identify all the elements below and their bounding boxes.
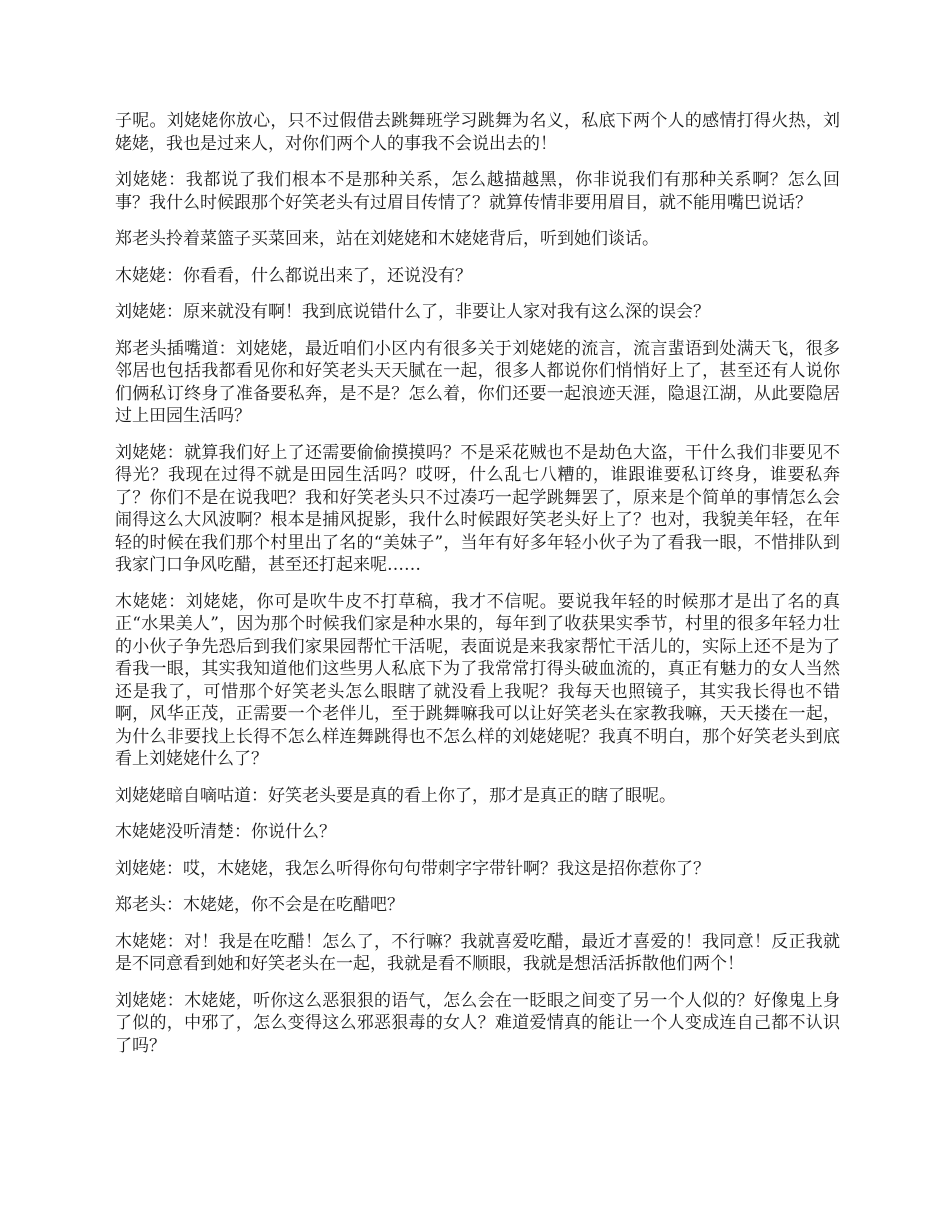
paragraph: 郑老头插嘴道：刘姥姥，最近咱们小区内有很多关于刘姥姥的流言，流言蜚语到处满天飞，很多邻居也包括我都看见你和好笑老头天天腻在一起，很多人都说你们悄悄好上了，甚至还有人说你们俩私订终身了准备要私奔，是不是？怎么着，你们还要一起浪迹天涯，隐退江湖，从此要隐居过上田园生活吗？ — [115, 338, 840, 426]
paragraph: 刘姥姥：木姥姥，听你这么恶狠狠的语气，怎么会在一眨眼之间变了另一个人似的？好像鬼上身了似的，中邪了，怎么变得这么邪恶狠毒的女人？难道爱情真的能让一个人变成连自己都不认识了吗？ — [115, 990, 840, 1056]
paragraph: 刘姥姥：我都说了我们根本不是那种关系，怎么越描越黑，你非说我们有那种关系啊？怎么回事？我什么时候跟那个好笑老头有过眉目传情了？就算传情非要用眉目，就不能用嘴巴说话？ — [115, 170, 840, 213]
paragraph: 刘姥姥暗自嘀咕道：好笑老头要是真的看上你了，那才是真正的瞎了眼呢。 — [115, 785, 676, 806]
paragraph: 郑老头：木姥姥，你不会是在吃醋吧？ — [115, 895, 404, 915]
paragraph: 木姥姥：你看看，什么都说出来了，还说没有？ — [115, 265, 472, 286]
paragraph: 刘姥姥：原来就没有啊！我到底说错什么了，非要让人家对我有这么深的误会？ — [115, 302, 710, 322]
paragraph: 木姥姥没听清楚：你说什么？ — [115, 822, 336, 842]
paragraph: 郑老头拎着菜篮子买菜回来，站在刘姥姥和木姥姥背后，听到她们谈话。 — [115, 229, 659, 249]
paragraph: 木姥姥：对！我是在吃醋！怎么了，不行嘛？我就喜爱吃醋，最近才喜爱的！我同意！反正我就是不同意看到她和好笑老头在一起，我就是看不顺眼，我就是想活活拆散他们两个！ — [115, 931, 840, 974]
paragraph: 木姥姥：刘姥姥，你可是吹牛皮不打草稿，我才不信呢。要说我年轻的时候那才是出了名的真正“水果美人”，因为那个时候我们家是种水果的，每年到了收获果实季节，村里的很多年轻力壮的小伙子争先恐后到我们家果园帮忙干活呢，表面说是来我家帮忙干活儿的，实际上还不是为了看我一眼，其实我知道他们这些男人私底下为了我常常打得头破血流的，真正有魅力的女人当然还是我了，可惜那个好笑老头怎么眼瞎了就没看上我呢？我每天也照镜子，其实我长得也不错啊，风华正茂，正需要一个老伴儿，至于跳舞嘛我可以让好笑老头在家教我嘛，天天搂在一起，为什么非要找上长得不怎么样连舞跳得也不怎么样的刘姥姥呢？我真不明白，那个好笑老头到底看上刘姥姥什么了？ — [115, 591, 840, 769]
paragraph: 刘姥姥：哎，木姥姥，我怎么听得你句句带刺字字带针啊？我这是招你惹你了？ — [115, 858, 710, 879]
paragraph: 子呢。刘姥姥你放心，只不过假借去跳舞班学习跳舞为名义，私底下两个人的感情打得火热，刘姥姥，我也是过来人，对你们两个人的事我不会说出去的！ — [115, 111, 840, 154]
paragraph: 刘姥姥：就算我们好上了还需要偷偷摸摸吗？不是采花贼也不是劫色大盗，干什么我们非要见不得光？我现在过得不就是田园生活吗？哎呀，什么乱七八糟的，谁跟谁要私订终身，谁要私奔了？你们不是在说我吧？我和好笑老头只不过凑巧一起学跳舞罢了，原来是个简单的事情怎么会闹得这么大风波啊？根本是捕风捉影，我什么时候跟好笑老头好上了？也对，我貌美年轻，在年轻的时候在我们那个村里出了名的“美妹子”，当年有好多年轻小伙子为了看我一眼，不惜排队到我家门口争风吃醋，甚至还打起来呢…… — [115, 442, 840, 575]
document-body — [115, 110, 840, 1071]
